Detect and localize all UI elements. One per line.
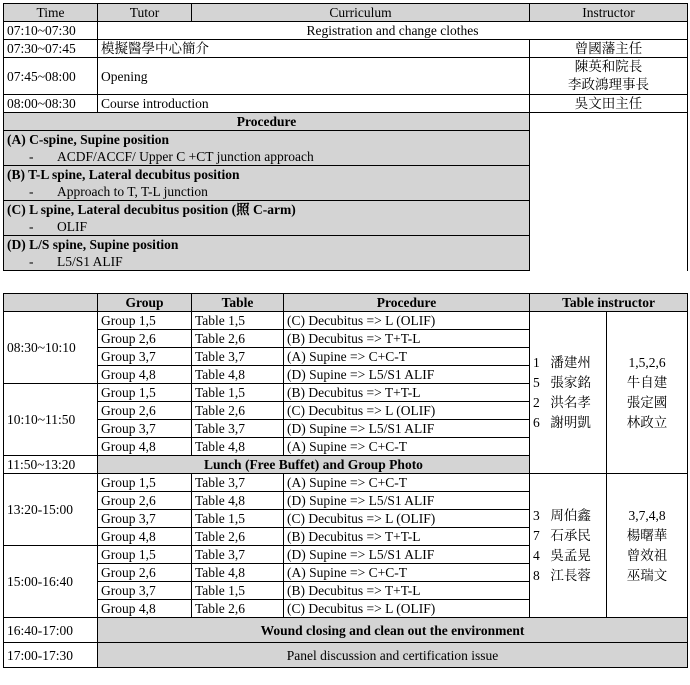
table-row bbox=[4, 474, 688, 492]
pm-instructor-list: 3 周伯鑫 7 石承民 4 吳孟晃 8 江長蓉 bbox=[530, 474, 607, 618]
group-grid-table bbox=[3, 293, 688, 668]
dash: - bbox=[29, 219, 34, 234]
schedule-table bbox=[3, 3, 688, 271]
procedure-cell: (C) Decubitus => L (OLIF) bbox=[284, 402, 530, 420]
intro-row bbox=[4, 40, 688, 58]
group-cell: Group 2,6 bbox=[98, 492, 192, 510]
group-cell: Group 1,5 bbox=[98, 312, 192, 330]
procedure-label: (B) bbox=[7, 167, 25, 182]
group-cell: Group 2,6 bbox=[98, 330, 192, 348]
instructor-name: 林政立 bbox=[626, 414, 668, 430]
procedure-label: (A) bbox=[7, 132, 26, 147]
procedure-detail: L5/S1 ALIF bbox=[57, 254, 123, 269]
dash: - bbox=[29, 184, 34, 199]
group-cell: Group 3,7 bbox=[98, 348, 192, 366]
instructor-name: 牛自建 bbox=[626, 374, 668, 390]
instructor-name: 謝明凱 bbox=[550, 414, 591, 430]
table-cell: Table 4,8 bbox=[192, 492, 284, 510]
table-cell: Table 4,8 bbox=[192, 366, 284, 384]
intro-time: 07:30~07:45 bbox=[4, 40, 98, 58]
session-time: 15:00-16:40 bbox=[4, 546, 98, 618]
lunch-time: 11:50~13:20 bbox=[4, 456, 98, 474]
procedure-heading bbox=[4, 131, 530, 166]
grid-header-blank bbox=[4, 294, 98, 312]
header-curriculum: Curriculum bbox=[192, 4, 530, 22]
closing-text: Wound closing and clean out the environment bbox=[98, 618, 688, 643]
grid-header-row bbox=[4, 294, 688, 312]
procedure-name: L spine, Lateral decubitus position (照 C-arm) bbox=[29, 202, 296, 217]
intro-text: Course introduction bbox=[98, 95, 530, 113]
table-cell: Table 2,6 bbox=[192, 330, 284, 348]
procedure-instructor-blank bbox=[530, 113, 688, 271]
table-cell: Table 1,5 bbox=[192, 582, 284, 600]
header-tutor: Tutor bbox=[98, 4, 192, 22]
session-time: 10:10~11:50 bbox=[4, 384, 98, 456]
procedure-cell: (C) Decubitus => L (OLIF) bbox=[284, 312, 530, 330]
procedure-detail: ACDF/ACCF/ Upper C +CT junction approach bbox=[57, 149, 314, 164]
group-cell: Group 3,7 bbox=[98, 582, 192, 600]
group-cell: Group 4,8 bbox=[98, 438, 192, 456]
intro-instructor bbox=[530, 58, 688, 95]
instructor-name: 張家銘 bbox=[550, 374, 591, 390]
table-cell: Table 2,6 bbox=[192, 402, 284, 420]
procedure-title: Procedure bbox=[4, 113, 530, 131]
group-cell: Group 2,6 bbox=[98, 564, 192, 582]
procedure-cell: (D) Supine => L5/S1 ALIF bbox=[284, 366, 530, 384]
procedure-detail: Approach to T, T-L junction bbox=[57, 184, 208, 199]
intro-row bbox=[4, 22, 688, 40]
instructor-name: 曾效祖 bbox=[626, 547, 668, 563]
table-cell: Table 2,6 bbox=[192, 528, 284, 546]
procedure-heading bbox=[4, 236, 530, 271]
group-cell: Group 3,7 bbox=[98, 510, 192, 528]
procedure-cell: (B) Decubitus => T+T-L bbox=[284, 330, 530, 348]
table-numbers: 3,7,4,8 bbox=[628, 507, 666, 523]
instructor-name: 巫瑞文 bbox=[626, 567, 668, 583]
procedure-detail: OLIF bbox=[57, 219, 87, 234]
dash: - bbox=[29, 149, 34, 164]
grid-header-group: Group bbox=[98, 294, 192, 312]
procedure-name: T-L spine, Lateral decubitus position bbox=[28, 167, 240, 182]
am-instructor-list: 1 潘建州 5 張家銘 2 洪名孝 6 謝明凱 bbox=[530, 312, 607, 474]
grid-header-table: Table bbox=[192, 294, 284, 312]
intro-instructor: 吳文田主任 bbox=[530, 95, 688, 113]
lunch-text: Lunch (Free Buffet) and Group Photo bbox=[98, 456, 530, 474]
table-cell: Table 3,7 bbox=[192, 348, 284, 366]
intro-time: 07:10~07:30 bbox=[4, 22, 98, 40]
closing-time: 17:00-17:30 bbox=[4, 643, 98, 668]
procedure-title-row bbox=[4, 113, 688, 131]
procedure-cell: (B) Decubitus => T+T-L bbox=[284, 582, 530, 600]
session-time: 08:30~10:10 bbox=[4, 312, 98, 384]
grid-header-table-instructor: Table instructor bbox=[530, 294, 688, 312]
table-cell: Table 4,8 bbox=[192, 438, 284, 456]
instructor-name: 潘建州 bbox=[550, 354, 591, 370]
table-row bbox=[4, 312, 688, 330]
am-table-instructor bbox=[607, 312, 688, 474]
procedure-cell: (C) Decubitus => L (OLIF) bbox=[284, 600, 530, 618]
procedure-cell: (A) Supine => C+C-T bbox=[284, 564, 530, 582]
procedure-name: L/S spine, Supine position bbox=[29, 237, 179, 252]
instructor-name: 李政鴻理事長 bbox=[568, 77, 649, 92]
intro-time: 08:00~08:30 bbox=[4, 95, 98, 113]
closing-row bbox=[4, 618, 688, 643]
table-cell: Table 3,7 bbox=[192, 474, 284, 492]
instructor-name: 洪名孝 bbox=[550, 394, 591, 410]
procedure-label: (D) bbox=[7, 237, 26, 252]
procedure-label: (C) bbox=[7, 202, 26, 217]
pm-table-instructor bbox=[607, 474, 688, 618]
procedure-heading bbox=[4, 201, 530, 236]
grid-header-procedure: Procedure bbox=[284, 294, 530, 312]
procedure-cell: (D) Supine => L5/S1 ALIF bbox=[284, 546, 530, 564]
group-cell: Group 1,5 bbox=[98, 384, 192, 402]
table-numbers: 1,5,2,6 bbox=[628, 354, 666, 370]
procedure-cell: (A) Supine => C+C-T bbox=[284, 438, 530, 456]
intro-text: 模擬醫學中心簡介 bbox=[98, 40, 530, 58]
header-instructor: Instructor bbox=[530, 4, 688, 22]
group-cell: Group 4,8 bbox=[98, 366, 192, 384]
procedure-name: C-spine, Supine position bbox=[29, 132, 170, 147]
table-cell: Table 1,5 bbox=[192, 384, 284, 402]
group-cell: Group 4,8 bbox=[98, 600, 192, 618]
group-cell: Group 2,6 bbox=[98, 402, 192, 420]
table-cell: Table 3,7 bbox=[192, 546, 284, 564]
group-cell: Group 3,7 bbox=[98, 420, 192, 438]
closing-row bbox=[4, 643, 688, 668]
header-row bbox=[4, 4, 688, 22]
group-cell: Group 1,5 bbox=[98, 546, 192, 564]
instructor-name: 張定國 bbox=[626, 394, 668, 410]
closing-text: Panel discussion and certification issue bbox=[98, 643, 688, 668]
session-time: 13:20-15:00 bbox=[4, 474, 98, 546]
procedure-cell: (A) Supine => C+C-T bbox=[284, 474, 530, 492]
header-time: Time bbox=[4, 4, 98, 22]
closing-time: 16:40-17:00 bbox=[4, 618, 98, 643]
procedure-cell: (C) Decubitus => L (OLIF) bbox=[284, 510, 530, 528]
intro-text: Opening bbox=[98, 58, 530, 95]
intro-row bbox=[4, 95, 688, 113]
procedure-cell: (D) Supine => L5/S1 ALIF bbox=[284, 492, 530, 510]
procedure-cell: (D) Supine => L5/S1 ALIF bbox=[284, 420, 530, 438]
table-cell: Table 2,6 bbox=[192, 600, 284, 618]
instructor-name: 陳英和院長 bbox=[574, 59, 643, 74]
table-cell: Table 3,7 bbox=[192, 420, 284, 438]
intro-row bbox=[4, 58, 688, 95]
table-cell: Table 4,8 bbox=[192, 564, 284, 582]
instructor-name: 周伯鑫 bbox=[550, 507, 591, 523]
group-cell: Group 4,8 bbox=[98, 528, 192, 546]
instructor-name: 楊曙華 bbox=[626, 527, 668, 543]
table-cell: Table 1,5 bbox=[192, 312, 284, 330]
procedure-heading bbox=[4, 166, 530, 201]
table-cell: Table 1,5 bbox=[192, 510, 284, 528]
procedure-cell: (B) Decubitus => T+T-L bbox=[284, 384, 530, 402]
procedure-cell: (B) Decubitus => T+T-L bbox=[284, 528, 530, 546]
instructor-name: 石承民 bbox=[550, 527, 591, 543]
procedure-cell: (A) Supine => C+C-T bbox=[284, 348, 530, 366]
instructor-name: 江長蓉 bbox=[550, 567, 591, 583]
instructor-name: 吳孟晃 bbox=[550, 547, 591, 563]
intro-text: Registration and change clothes bbox=[98, 22, 688, 40]
dash: - bbox=[29, 254, 34, 269]
intro-time: 07:45~08:00 bbox=[4, 58, 98, 95]
group-cell: Group 1,5 bbox=[98, 474, 192, 492]
intro-instructor: 曾國藩主任 bbox=[530, 40, 688, 58]
